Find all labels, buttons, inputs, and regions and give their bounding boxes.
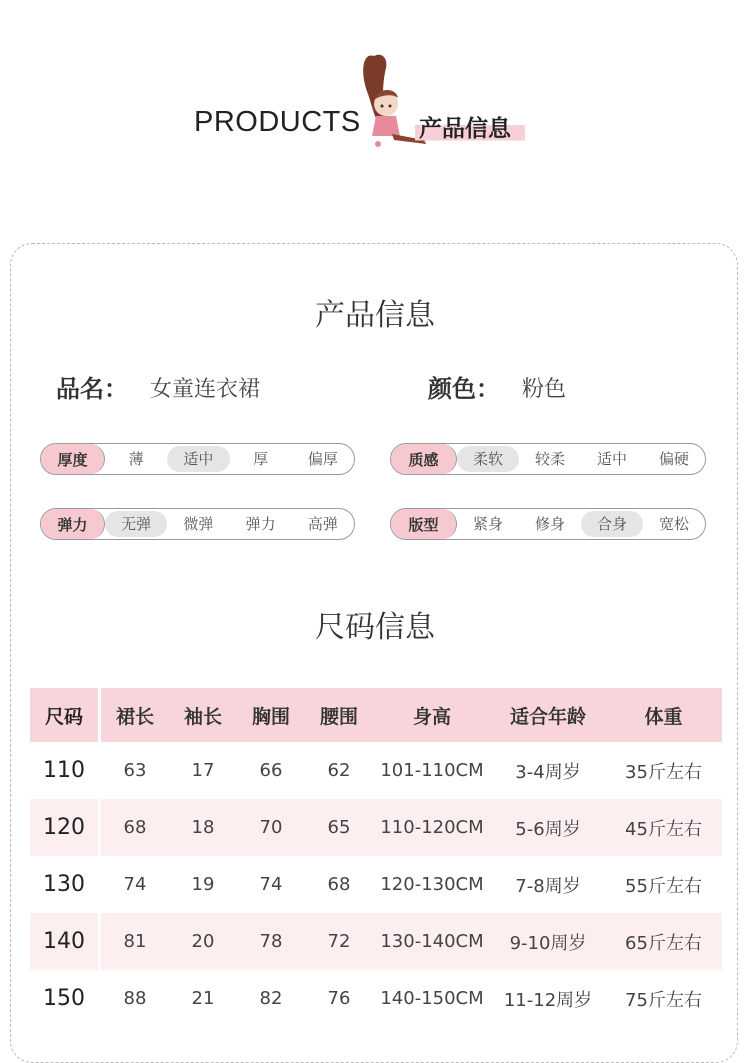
name-value: 女童连衣裙 xyxy=(150,377,261,402)
size-cell: 110 xyxy=(43,758,85,783)
column-header: 袖长 xyxy=(183,705,222,728)
name-label: 品名： xyxy=(56,375,128,403)
size-cell: 150 xyxy=(43,986,85,1011)
table-cell: 140-150CM xyxy=(380,988,484,1009)
fit-option-selected: 合身 xyxy=(581,511,643,537)
table-cell: 101-110CM xyxy=(380,760,484,781)
table-cell: 19 xyxy=(191,874,215,895)
table-row xyxy=(30,799,722,856)
elasticity-label: 弹力 xyxy=(41,509,105,539)
product-info-title: 产品信息 xyxy=(315,298,435,333)
texture-pill xyxy=(390,443,706,475)
texture-option: 适中 xyxy=(596,450,627,468)
fit-label: 版型 xyxy=(391,509,457,539)
fit-pill xyxy=(390,508,706,540)
elasticity-option-selected: 无弹 xyxy=(105,511,167,537)
fit-option: 宽松 xyxy=(658,515,689,533)
elasticity-option: 弹力 xyxy=(245,515,276,533)
column-header: 腰围 xyxy=(319,705,358,728)
table-cell: 11-12周岁 xyxy=(503,989,593,1011)
thickness-option: 偏厚 xyxy=(307,450,338,468)
texture-option: 较柔 xyxy=(534,450,565,468)
header-title-cn: 产品信息 xyxy=(415,110,525,143)
table-cell: 5-6周岁 xyxy=(515,818,581,840)
table-cell: 18 xyxy=(191,817,215,838)
table-cell: 3-4周岁 xyxy=(515,761,581,783)
color-label: 颜色： xyxy=(428,375,500,403)
table-row xyxy=(30,856,722,913)
table-cell: 88 xyxy=(123,988,147,1009)
table-row xyxy=(30,970,722,1027)
table-cell: 7-8周岁 xyxy=(515,875,581,897)
table-row xyxy=(30,913,722,970)
table-cell: 45斤左右 xyxy=(625,818,702,840)
table-cell: 76 xyxy=(327,988,351,1009)
texture-option-selected: 柔软 xyxy=(457,446,519,472)
table-cell: 72 xyxy=(327,931,351,952)
elasticity-option: 高弹 xyxy=(307,515,338,533)
thickness-option: 薄 xyxy=(128,450,144,468)
thickness-option-selected: 适中 xyxy=(167,446,229,472)
fit-option: 紧身 xyxy=(472,515,503,533)
table-cell: 35斤左右 xyxy=(625,761,702,783)
table-cell: 65斤左右 xyxy=(625,932,702,954)
table-cell: 65 xyxy=(327,817,351,838)
table-cell: 55斤左右 xyxy=(625,875,702,897)
table-cell: 130-140CM xyxy=(380,931,484,952)
table-cell: 81 xyxy=(123,931,147,952)
elasticity-pill xyxy=(40,508,355,540)
thickness-pill xyxy=(40,443,355,475)
table-cell: 110-120CM xyxy=(380,817,484,838)
size-cell: 120 xyxy=(43,815,85,840)
column-header: 胸围 xyxy=(251,705,290,728)
table-cell: 68 xyxy=(123,817,147,838)
table-cell: 21 xyxy=(191,988,215,1009)
table-cell: 82 xyxy=(259,988,283,1009)
column-header: 适合年龄 xyxy=(509,705,586,728)
color-value: 粉色 xyxy=(522,377,567,402)
fit-option: 修身 xyxy=(534,515,565,533)
column-header: 身高 xyxy=(412,705,451,728)
table-cell: 20 xyxy=(191,931,215,952)
size-table xyxy=(30,688,722,1027)
table-cell: 63 xyxy=(123,760,147,781)
column-header: 裙长 xyxy=(115,705,154,728)
header-title-en: PRODUCTS xyxy=(194,106,361,138)
size-cell: 140 xyxy=(43,929,85,954)
table-cell: 75斤左右 xyxy=(625,989,702,1011)
texture-option: 偏硬 xyxy=(658,450,689,468)
table-row xyxy=(30,742,722,799)
column-header: 尺码 xyxy=(44,705,83,728)
texture-label: 质感 xyxy=(391,444,457,474)
size-info-title: 尺码信息 xyxy=(315,610,435,645)
size-cell: 130 xyxy=(43,872,85,897)
table-cell: 70 xyxy=(259,817,283,838)
thickness-option: 厚 xyxy=(253,450,269,468)
table-cell: 74 xyxy=(123,874,147,895)
thickness-label: 厚度 xyxy=(41,444,105,474)
table-cell: 62 xyxy=(327,760,351,781)
table-cell: 9-10周岁 xyxy=(509,932,587,954)
table-cell: 78 xyxy=(259,931,283,952)
table-header-row xyxy=(30,688,722,742)
table-cell: 120-130CM xyxy=(380,874,484,895)
elasticity-option: 微弹 xyxy=(183,515,214,533)
table-cell: 17 xyxy=(191,760,215,781)
table-cell: 66 xyxy=(259,760,283,781)
table-cell: 68 xyxy=(327,874,351,895)
table-cell: 74 xyxy=(259,874,283,895)
column-header: 体重 xyxy=(644,705,683,728)
